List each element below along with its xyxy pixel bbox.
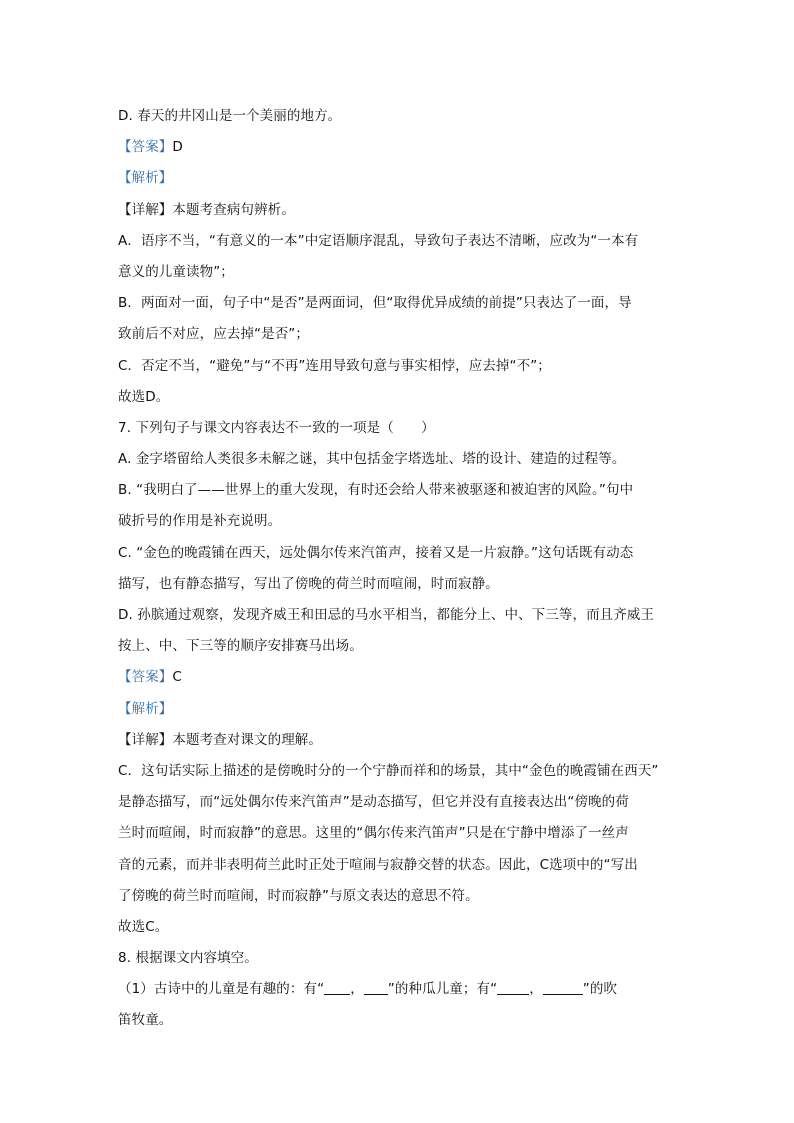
q7-option-b-2: 破折号的作用是补充说明。 (118, 513, 282, 530)
detail-label: 【详解】 (118, 201, 173, 218)
q6-detail-line (118, 195, 678, 226)
answer-blank (324, 980, 350, 995)
q7-answer-line (118, 662, 678, 693)
q7-option-c-2: 描写，也有静态描写，写出了傍晚的荷兰时而喧闹，时而寂静。 (118, 575, 499, 592)
q8-item-1-sep1: ， (350, 981, 364, 998)
answer-label: 【答案】 (118, 139, 173, 156)
answer-blank (543, 980, 583, 995)
q6-conclusion: 故选D。 (118, 388, 170, 405)
detail-label: 【详解】 (118, 731, 173, 748)
q6-detail-intro: 本题考查病句辨析。 (172, 201, 295, 218)
answer-blank (497, 980, 529, 995)
q6-answer-line (118, 132, 678, 163)
q8-item-1 (118, 974, 678, 1005)
q7-explain-3: 兰时而喧闹，时而寂静”的意思。这里的“偶尔传来汽笛声”只是在宁静中增添了一丝声 (118, 825, 629, 842)
q6-option-d: D. 春天的井冈山是一个美丽的地方。 (118, 108, 342, 124)
q6-explain-a-2: 意义的儿童读物”； (118, 263, 234, 280)
q8-stem: 8. 根据课文内容填空。 (118, 950, 258, 967)
q7-stem: 7. 下列句子与课文内容表达不一致的一项是（ ） (118, 419, 435, 436)
q7-option-c-1: C. “金色的晚霞铺在西天，远处偶尔传来汽笛声，接着又是一片寂静。”这句话既有动态 (118, 544, 634, 561)
q7-answer-value: C (172, 669, 182, 686)
q7-option-b-1: B. “我明白了——世界上的重大发现，有时还会给人带来被驱逐和被迫害的风险。”句中 (118, 482, 634, 499)
q8-item-1-prefix: （1）古诗中的儿童是有趣的：有“ (118, 981, 325, 998)
q6-explain-c: C．否定不当，“避免”与“不再”连用导致句意与事实相悖，应去掉“不”； (118, 357, 551, 374)
q7-explain-5: 了傍晚的荷兰时而喧闹，时而寂静”与原文表达的意思不符。 (118, 887, 479, 904)
answer-label: 【答案】 (118, 669, 173, 686)
q6-analysis-label: 【解析】 (118, 170, 173, 187)
q7-conclusion: 故选C。 (118, 918, 169, 935)
q7-explain-2: 是静态描写，而“远处偶尔传来汽笛声”是动态描写，但它并没有直接表达出“傍晚的荷 (118, 794, 629, 811)
q7-option-a: A. 金字塔留给人类很多未解之谜，其中包括金字塔选址、塔的设计、建造的过程等。 (118, 451, 626, 468)
q6-explain-b-2: 致前后不对应，应去掉“是否”； (118, 326, 309, 343)
q7-explain-1: C．这句话实际上描述的是傍晚时分的一个宁静而祥和的场景，其中“金色的晚霞铺在西天” (118, 762, 659, 779)
q7-option-d-2: 按上、中、下三等的顺序安排赛马出场。 (118, 638, 363, 655)
q7-explain-4: 音的元素，而并非表明荷兰此时正处于喧闹与寂静交替的状态。因此，C选项中的“写出 (118, 856, 638, 873)
document-page (118, 101, 678, 1037)
q7-detail-intro: 本题考查对课文的理解。 (172, 731, 323, 748)
q8-item-1-end: 笛牧童。 (118, 1012, 173, 1029)
answer-blank (364, 980, 388, 995)
q6-answer-value: D (172, 139, 183, 156)
q6-explain-a-1: A．语序不当，“有意义的一本”中定语顺序混乱，导致句子表达不清晰，应改为“一本有 (118, 232, 639, 249)
q7-analysis-label: 【解析】 (118, 700, 173, 717)
q8-item-1-suffix: ”的吹 (582, 981, 618, 998)
q7-detail-line (118, 725, 678, 756)
q8-item-1-sep2: ， (529, 981, 543, 998)
q6-explain-b-1: B．两面对一面，句子中“是否”是两面词，但“取得优异成绩的前提”只表达了一面，导 (118, 295, 632, 312)
q8-item-1-mid: ”的种瓜儿童；有“ (387, 981, 498, 998)
q7-option-d-1: D. 孙膑通过观察，发现齐威王和田忌的马水平相当，都能分上、中、下三等，而且齐威王 (118, 607, 655, 623)
